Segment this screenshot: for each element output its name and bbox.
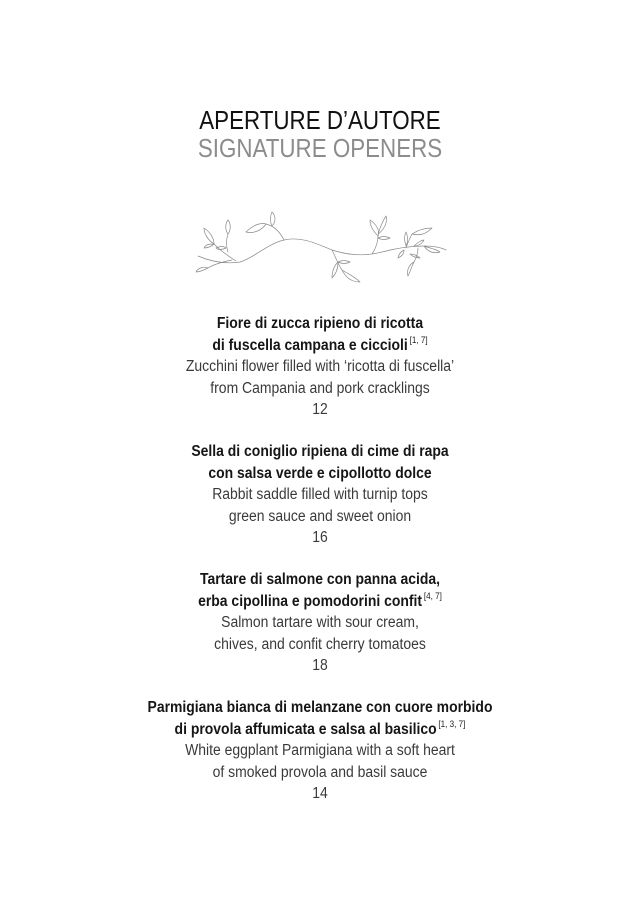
dish-name-line bbox=[32, 463, 608, 485]
dish-name-line: Tartare di salmone con panna acida, bbox=[199, 571, 441, 588]
dish-description-line: from Campania and pork cracklings bbox=[210, 379, 430, 397]
dish-price: 14 bbox=[312, 785, 328, 802]
dish-description-line: chives, and confit cherry tomatoes bbox=[214, 635, 426, 653]
dish-name-line bbox=[32, 591, 608, 613]
dish-price: 18 bbox=[312, 657, 328, 674]
dish-item bbox=[0, 569, 640, 697]
dish-name-line: Sella di coniglio ripiena di cime di rapa bbox=[191, 443, 449, 460]
dish-name-line: Parmigiana bianca di melanzane con cuore morbido bbox=[147, 699, 493, 716]
dish-description-line: Salmon tartare with sour cream, bbox=[221, 614, 419, 631]
allergen-codes: [4, 7] bbox=[423, 591, 442, 602]
dish-price: 16 bbox=[312, 529, 328, 546]
dish-description-line: Rabbit saddle filled with turnip tops bbox=[212, 486, 428, 503]
dish-item bbox=[0, 441, 640, 569]
dish-name-text: di fuscella campana e ciccioli bbox=[212, 336, 408, 354]
dish-description-line: Zucchini flower filled with ‘ricotta di fuscella’ bbox=[185, 358, 455, 375]
section-title-english: SIGNATURE OPENERS bbox=[197, 133, 443, 163]
allergen-codes: [1, 3, 7] bbox=[438, 719, 466, 730]
section-header bbox=[0, 106, 640, 162]
dish-description-line: green sauce and sweet onion bbox=[228, 507, 412, 525]
dish-name-line: Fiore di zucca ripieno di ricotta bbox=[216, 315, 424, 332]
dish-item bbox=[0, 313, 640, 441]
dish-name-text: con salsa verde e cipollotto dolce bbox=[208, 464, 432, 482]
dish-name-text: di provola affumicata e salsa al basilico bbox=[174, 720, 437, 738]
section-title-italian: APERTURE D’AUTORE bbox=[199, 105, 441, 135]
dish-item bbox=[0, 697, 640, 825]
dish-name-text: erba cipollina e pomodorini confit bbox=[198, 592, 423, 610]
dish-price: 12 bbox=[312, 401, 328, 418]
allergen-codes: [1, 7] bbox=[409, 335, 428, 346]
dish-description-line: White eggplant Parmigiana with a soft heart bbox=[185, 742, 455, 759]
dish-name-line bbox=[32, 719, 608, 741]
dish-list bbox=[0, 313, 640, 825]
leafy-vine-ornament-icon bbox=[192, 204, 448, 286]
dish-description-line: of smoked provola and basil sauce bbox=[212, 763, 428, 781]
dish-name-line bbox=[32, 335, 608, 357]
